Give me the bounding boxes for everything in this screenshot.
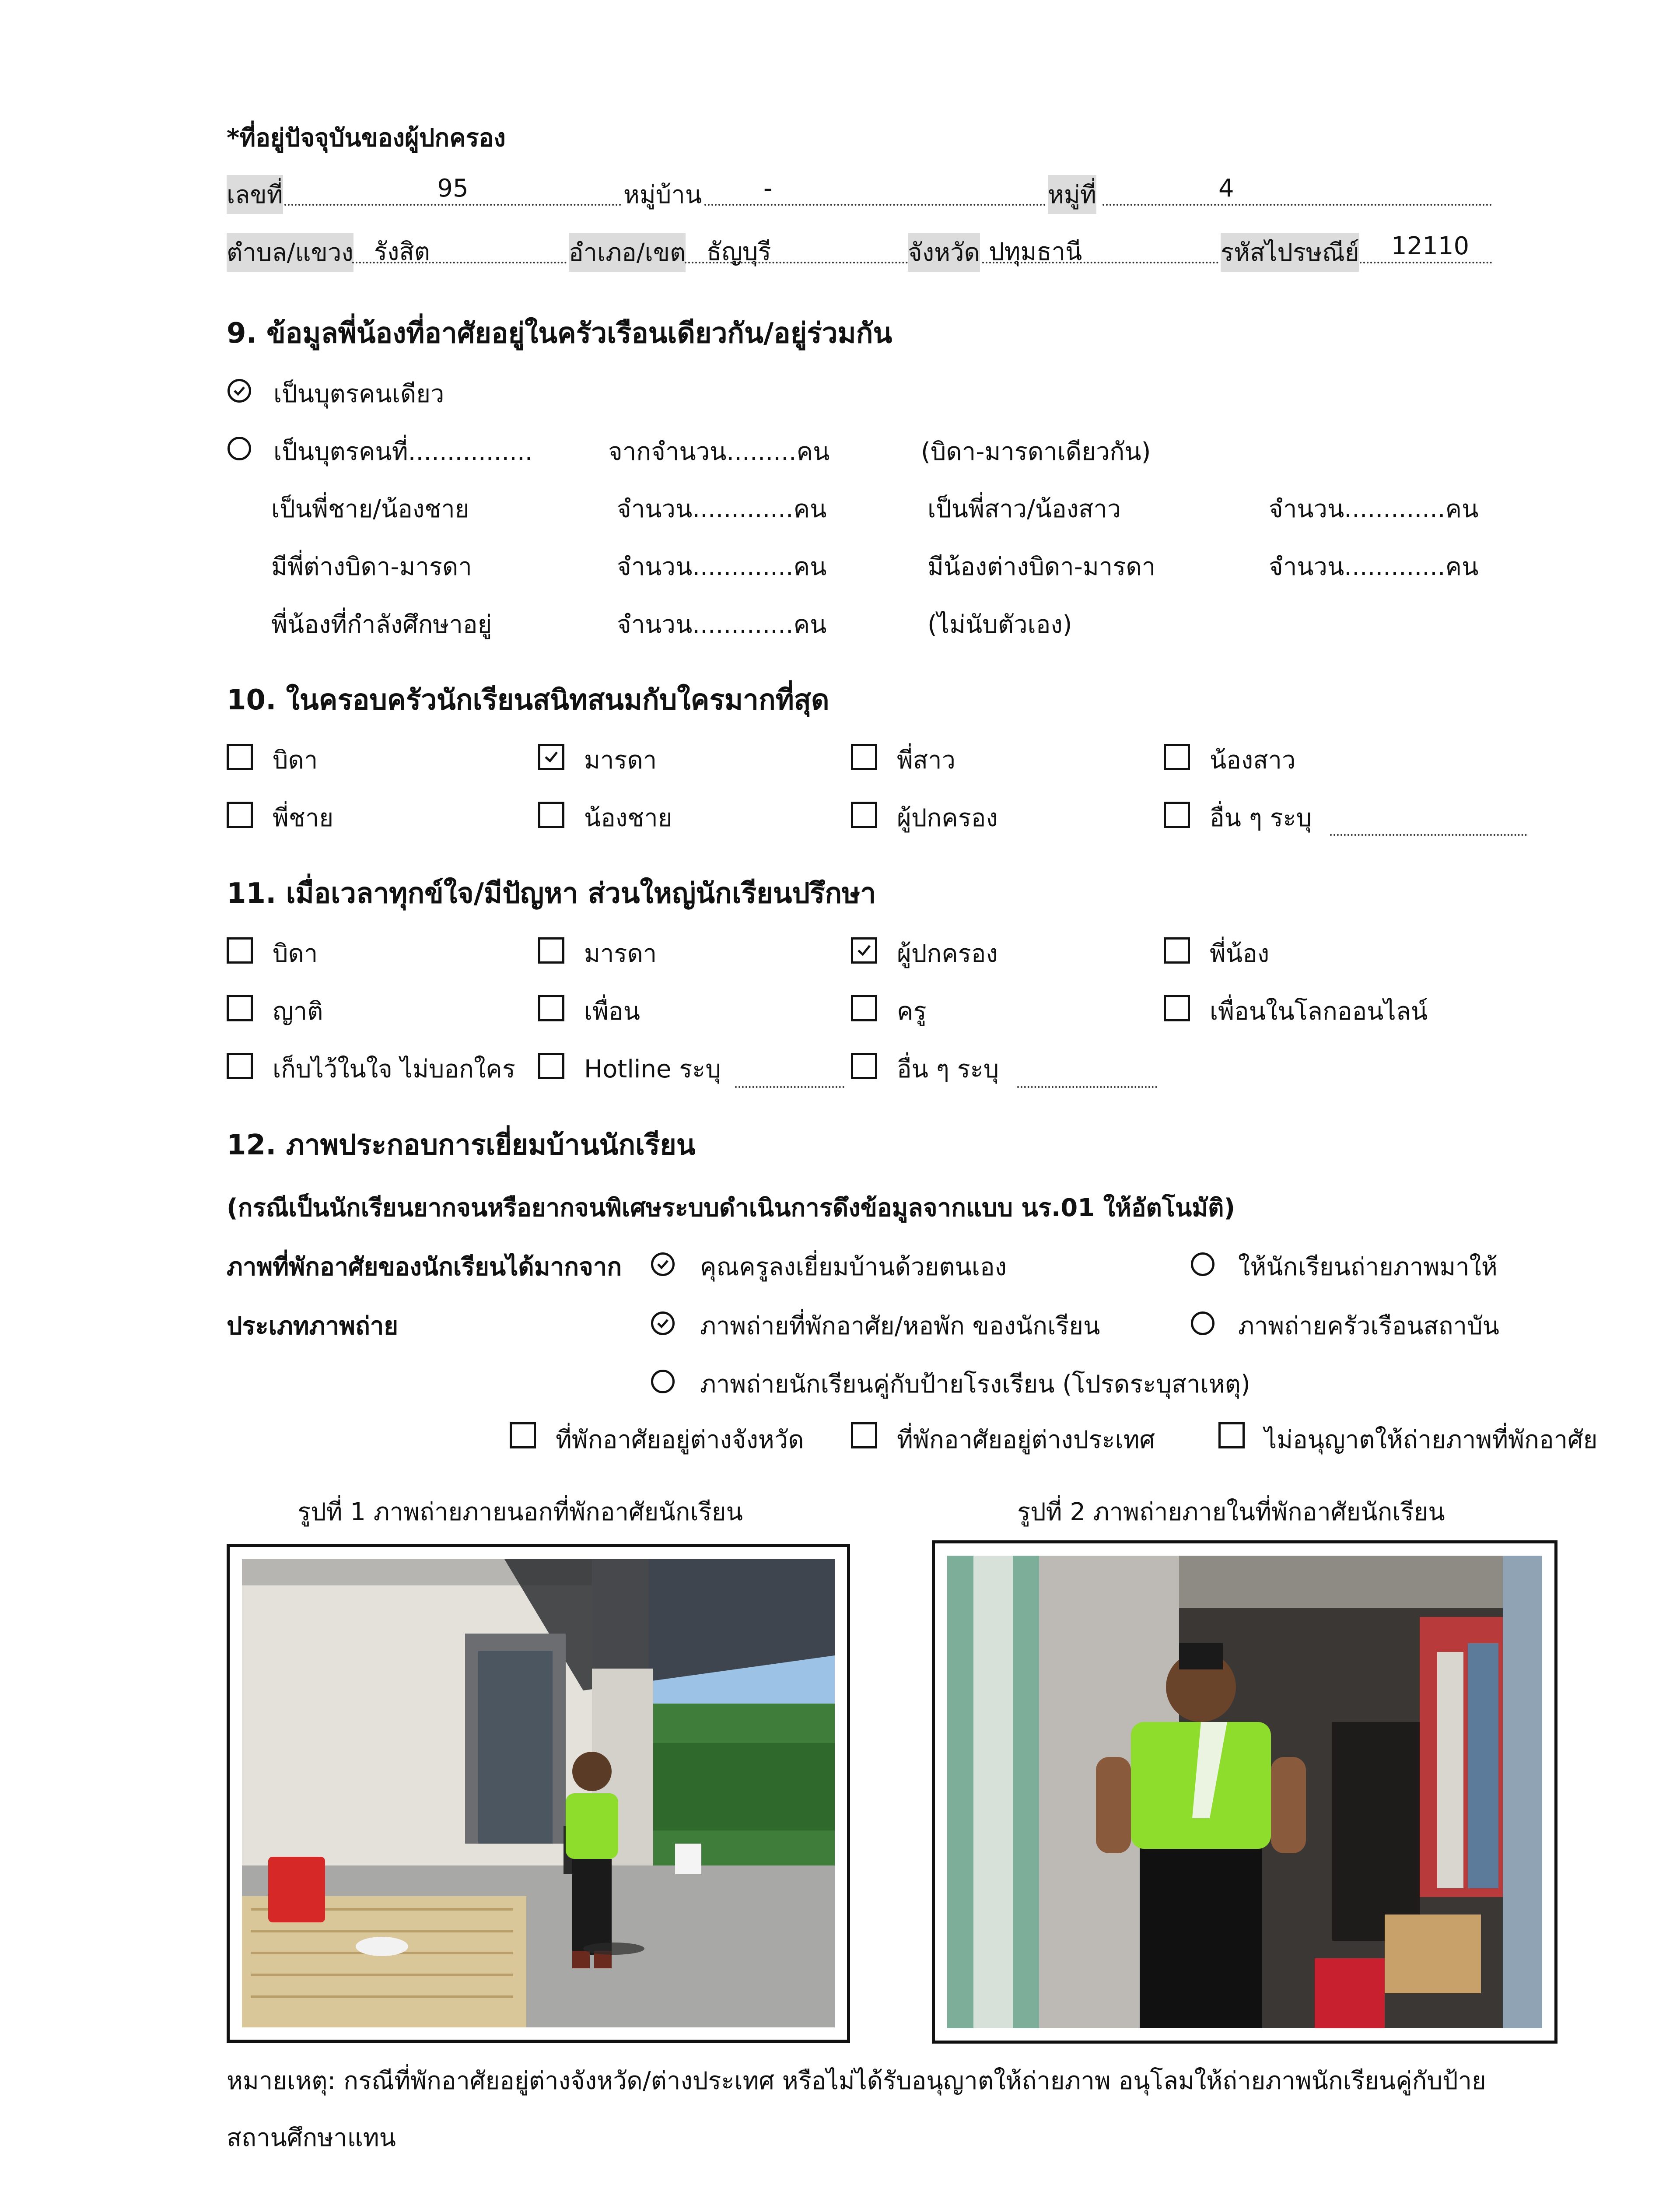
check-icon: [653, 1314, 672, 1333]
province-value: ปทุมธานี: [989, 238, 1082, 266]
closest-checkbox-4[interactable]: [227, 802, 253, 828]
moo-label: หมู่ที่: [1048, 175, 1096, 214]
type-school-sign-radio[interactable]: [651, 1370, 675, 1393]
type-school-sign-label: ภาพถ่ายนักเรียนคู่กับป้ายโรงเรียน (โปรดระบุสาเหตุ): [700, 1370, 1250, 1399]
reason-province-label: ที่พักอาศัยอยู่ต่างจังหวัด: [556, 1426, 804, 1454]
type-institution-label: ภาพถ่ายครัวเรือนสถาบัน: [1238, 1312, 1499, 1340]
closest-checkbox-7[interactable]: [1164, 802, 1190, 828]
closest-checkbox-5[interactable]: [538, 802, 564, 828]
photo2-caption: รูปที่ 2 ภาพถ่ายภายในที่พักอาศัยนักเรียน: [1017, 1498, 1445, 1526]
footnote-line2: สถานศึกษาแทน: [227, 2124, 396, 2152]
type-label: ประเภทภาพถ่าย: [227, 1312, 399, 1340]
closest-option-label: บิดา: [273, 746, 318, 775]
village-field[interactable]: [704, 179, 1046, 206]
consult-checkbox-3[interactable]: [1164, 937, 1190, 964]
consult-option-label: เก็บไว้ในใจ ไม่บอกใคร: [273, 1055, 515, 1083]
source-label: ภาพที่พักอาศัยของนักเรียนได้มากจาก: [227, 1253, 622, 1281]
moo-value: 4: [1218, 174, 1234, 203]
check-icon: [230, 381, 249, 400]
closest-other-field[interactable]: [1330, 810, 1527, 836]
consult-checkbox-5[interactable]: [538, 995, 564, 1021]
consult-checkbox-9[interactable]: [538, 1053, 564, 1079]
closest-option-label: น้องชาย: [584, 804, 672, 832]
closest-option-label: มารดา: [584, 746, 657, 775]
only-child-label: เป็นบุตรคนเดียว: [273, 380, 444, 408]
district-label: อำเภอ/เขต: [569, 233, 686, 272]
postcode-value: 12110: [1391, 232, 1470, 260]
subdistrict-label: ตำบล/แขวง: [227, 233, 354, 272]
consult-other-field[interactable]: [1017, 1062, 1157, 1088]
closest-checkbox-6[interactable]: [851, 802, 877, 828]
house-no-value: 95: [437, 174, 469, 203]
type-residence-radio[interactable]: [651, 1311, 675, 1335]
check-icon: [540, 746, 562, 768]
postcode-label: รหัสไปรษณีย์: [1221, 233, 1359, 272]
hotline-field[interactable]: [735, 1062, 844, 1088]
consult-checkbox-8[interactable]: [227, 1053, 253, 1079]
not-self-label: (ไม่นับตัวเอง): [928, 610, 1072, 639]
consult-checkbox-0[interactable]: [227, 937, 253, 964]
reason-province-checkbox[interactable]: [510, 1422, 536, 1448]
closest-checkbox-0[interactable]: [227, 744, 253, 770]
consult-heading: 11. เมื่อเวลาทุกข์ใจ/มีปัญหา ส่วนใหญ่นักเรียนปรึกษา: [227, 877, 876, 910]
of-total-label: จากจำนวน.........คน: [608, 438, 830, 466]
sister-count: จำนวน.............คน: [1269, 495, 1479, 523]
half-elder-label: มีพี่ต่างบิดา-มารดา: [271, 553, 472, 581]
moo-field[interactable]: [1102, 179, 1492, 206]
brother-count: จำนวน.............คน: [617, 495, 827, 523]
source-student-label: ให้นักเรียนถ่ายภาพมาให้: [1238, 1253, 1498, 1281]
closest-option-label: ผู้ปกครอง: [897, 804, 998, 832]
consult-option-label: พี่น้อง: [1210, 940, 1270, 968]
studying-label: พี่น้องที่กำลังศึกษาอยู่: [271, 610, 492, 639]
closest-option-label: อื่น ๆ ระบุ: [1210, 804, 1312, 832]
photos-note: (กรณีเป็นนักเรียนยากจนหรือยากจนพิเศษระบบดำเนินการดึงข้อมูลจากแบบ นร.01 ให้อัตโนมัติ): [227, 1194, 1236, 1222]
village-label: หมู่บ้าน: [623, 181, 702, 209]
closest-option-label: พี่สาว: [897, 746, 956, 775]
reason-country-label: ที่พักอาศัยอยู่ต่างประเทศ: [897, 1426, 1155, 1454]
subdistrict-value: รังสิต: [374, 238, 430, 266]
photo1-caption: รูปที่ 1 ภาพถ่ายภายนอกที่พักอาศัยนักเรียน: [298, 1498, 743, 1526]
consult-checkbox-2[interactable]: [851, 937, 877, 964]
check-icon: [853, 940, 875, 961]
child-no-radio[interactable]: [228, 437, 251, 460]
closest-option-label: พี่ชาย: [273, 804, 334, 832]
consult-option-label: เพื่อนในโลกออนไลน์: [1210, 997, 1428, 1026]
half-younger-count: จำนวน.............คน: [1269, 553, 1479, 581]
consult-checkbox-4[interactable]: [227, 995, 253, 1021]
exterior-scene-image: [242, 1559, 835, 2027]
consult-option-label: ผู้ปกครอง: [897, 940, 998, 968]
source-teacher-label: คุณครูลงเยี่ยมบ้านด้วยตนเอง: [700, 1253, 1007, 1281]
consult-checkbox-10[interactable]: [851, 1053, 877, 1079]
village-value: -: [763, 174, 773, 203]
only-child-radio[interactable]: [228, 379, 251, 403]
type-institution-radio[interactable]: [1191, 1311, 1214, 1335]
reason-country-checkbox[interactable]: [851, 1422, 877, 1448]
consult-option-label: Hotline ระบุ: [584, 1055, 721, 1083]
sister-label: เป็นพี่สาว/น้องสาว: [928, 495, 1121, 523]
check-icon: [653, 1255, 672, 1274]
consult-option-label: ครู: [897, 997, 927, 1026]
province-label: จังหวัด: [908, 233, 980, 272]
district-value: ธัญบุรี: [707, 238, 771, 266]
child-no-label: เป็นบุตรคนที่................: [273, 438, 533, 466]
closest-option-label: น้องสาว: [1210, 746, 1296, 775]
consult-checkbox-1[interactable]: [538, 937, 564, 964]
consult-option-label: ญาติ: [273, 997, 323, 1026]
studying-count: จำนวน.............คน: [617, 610, 827, 639]
type-residence-label: ภาพถ่ายที่พักอาศัย/หอพัก ของนักเรียน: [700, 1312, 1100, 1340]
footnote-line1: หมายเหตุ: กรณีที่พักอาศัยอยู่ต่างจังหวัด/ต่างประเทศ หรือไม่ได้รับอนุญาตให้ถ่ายภาพ อนุโลมให้ถ่ายภาพนักเรียนคู่กับป้าย: [227, 2067, 1486, 2095]
consult-option-label: อื่น ๆ ระบุ: [897, 1055, 999, 1083]
reason-noperm-label: ไม่อนุญาตให้ถ่ายภาพที่พักอาศัย: [1264, 1426, 1598, 1454]
brother-label: เป็นพี่ชาย/น้องชาย: [271, 495, 469, 523]
half-elder-count: จำนวน.............คน: [617, 553, 827, 581]
reason-noperm-checkbox[interactable]: [1218, 1422, 1245, 1448]
interior-scene-image: [947, 1556, 1542, 2028]
consult-option-label: เพื่อน: [584, 997, 640, 1026]
same-parents-label: (บิดา-มารดาเดียวกัน): [921, 438, 1151, 466]
consult-checkbox-7[interactable]: [1164, 995, 1190, 1021]
half-younger-label: มีน้องต่างบิดา-มารดา: [928, 553, 1156, 581]
photo-interior: [932, 1540, 1558, 2044]
closest-checkbox-2[interactable]: [851, 744, 877, 770]
closest-checkbox-1[interactable]: [538, 744, 564, 770]
address-heading: *ที่อยู่ปัจจุบันของผู้ปกครอง: [227, 124, 506, 152]
house-no-label: เลขที่: [227, 175, 283, 214]
source-student-radio[interactable]: [1191, 1252, 1214, 1276]
consult-checkbox-6[interactable]: [851, 995, 877, 1021]
closest-checkbox-3[interactable]: [1164, 744, 1190, 770]
photos-heading: 12. ภาพประกอบการเยี่ยมบ้านนักเรียน: [227, 1129, 696, 1161]
consult-option-label: มารดา: [584, 940, 657, 968]
consult-option-label: บิดา: [273, 940, 318, 968]
photo-exterior: [227, 1544, 850, 2043]
closest-heading: 10. ในครอบครัวนักเรียนสนิทสนมกับใครมากที่สุด: [227, 684, 830, 716]
source-teacher-radio[interactable]: [651, 1252, 675, 1276]
siblings-heading: 9. ข้อมูลพี่น้องที่อาศัยอยู่ในครัวเรือนเดียวกัน/อยู่ร่วมกัน: [227, 317, 892, 350]
